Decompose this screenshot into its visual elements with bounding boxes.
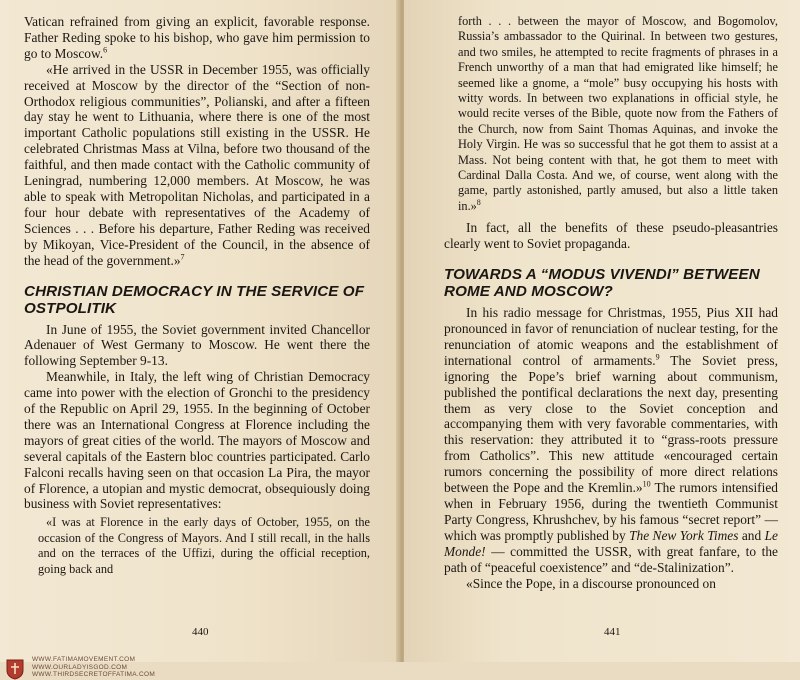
footnote-9: 9 bbox=[655, 352, 660, 362]
footer-url[interactable]: WWW.FATIMAMOVEMENT.COM bbox=[32, 656, 136, 663]
left-page bbox=[0, 0, 400, 662]
fatima-crest-icon bbox=[4, 658, 26, 680]
left-paragraph-reding: «He arrived in the USSR in December 1955, was officially received at Moscow by the director of the “Section of non-Orthodox religious communities”, Polianski, and after a fifteen day stay he went to Lithuania, where there is one of the most important Catholic populations still existing in the USSR. He celebrated Christmas Mass at Vilna, before two thousand of the faithful, and then made contact with the Catholic community of Leningrad, numbering 12,000 members. At Moscow, he was able to speak with Metropolitan Nicholas, and participated in a four hour debate with representatives of the Academy of Sciences . . . Before his departure, Father Reding was received by Mikoyan, Vice-President of the Council, in the absence of the head of the government.»$^7$ bbox=[24, 61, 370, 268]
right-paragraph-pius-xii: In his radio message for Christmas, 1955, Pius XII had pronounced in favor of renunciation of nuclear testing, for the renunciation of atomic weapons and the establishment of international control of armaments.$^9$ The Soviet press, ignoring the Pope’s brief warning about communism, published the pontifical declarations the next day, presenting them as very close to the Soviet conception and accompanying them with very favorable commentaries, with this reservation: they attributed it to “grass-roots pressure from Catholics”. This new attitude «encouraged certain rumors concerning the possibility of more direct relations between the Pope and the Kremlin.»$^{10}$ The rumors intensified when in February 1956, during the twentieth Communist Party Congress, Khrushchev, by his famous “secret report” — which was promptly published by The New York Times and Le Monde! — committed the USSR, with great fanfare, to the path of “peaceful coexistence” and “de-Stalinization”. bbox=[444, 305, 778, 575]
left-quote-falconi: «I was at Florence in the early days of October, 1955, on the occasion of the Congress of Mayors. And I still recall, in the halls and on the terraces of the Uffizi, during the official reception, going back and bbox=[38, 515, 370, 576]
right-paragraph-pseudo-pleasantries: In fact, all the benefits of these pseudo-pleasantries clearly went to Soviet propaganda. bbox=[444, 220, 778, 252]
right-page bbox=[404, 0, 800, 662]
left-paragraph-italy: Meanwhile, in Italy, the left wing of Christian Democracy came into power with the election of Gronchi to the presidency of the Republic on April 29, 1955. In the beginning of October there was an International Congress at Florence including the mayors of great cities of the world. The mayors of Moscow and several capitals of the Eastern bloc countries participated. Carlo Falconi recalls having seen on that occasion La Pira, the mayor of Florence, a utopian and mystic democrat, obsequiously doing business with Soviet representatives: bbox=[24, 369, 370, 512]
right-paragraph-since-the-pope: «Since the Pope, in a discourse pronounced on bbox=[466, 575, 716, 591]
page-number-left: 440 bbox=[192, 626, 209, 638]
left-paragraph-continued: Vatican refrained from giving an explicit, favorable response. Father Reding spoke to his bishop, who gave him permission to go to Moscow.$^6$ bbox=[24, 14, 370, 61]
footer-url[interactable]: WWW.THIRDSECRETOFFATIMA.COM bbox=[32, 671, 156, 678]
section-heading-modus-vivendi: TOWARDS A “MODUS VIVENDI” BETWEEN ROME AND MOSCOW? bbox=[444, 266, 760, 301]
left-paragraph-adenauer: In June of 1955, the Soviet government invited Chancellor Adenauer of West Germany to Moscow. He went there the following September 9-13. bbox=[24, 321, 370, 369]
page-number-right: 441 bbox=[604, 626, 621, 638]
footnote-8: 8 bbox=[476, 197, 481, 207]
publication-le-monde: Le Monde! bbox=[444, 527, 778, 559]
footnote-7: 7 bbox=[180, 252, 185, 262]
publication-nyt: The New York Times bbox=[629, 527, 739, 543]
right-quote-continued: forth . . . between the mayor of Moscow, and Bogomolov, Russia’s ambassador to the Quirinal. In between two gestures, and two smiles, he attempted to recite fragments of phrases in a French unworthy of a man that had emigrated like himself; he seemed like a gnome, a “mole” busy occupying his hosts with witty words. In between two explanations in official style, he would recite verses of the Bible, quote now from the Fathers of the Church, now from Saint Thomas Aquinas, and invoke the Holy Virgin. He was so successful that he got them to assist at a Mass. Not being content with that, he got them to meet with Cardinal Dalla Costa. And we, of course, went along with the game, partly astonished, partly amused, but also a little taken in.»$^8$ bbox=[458, 14, 778, 213]
footer-url[interactable]: WWW.OURLADYISGOD.COM bbox=[32, 663, 128, 671]
section-heading-christian-democracy: CHRISTIAN DEMOCRACY IN THE SERVICE OF OSTPOLITIK bbox=[24, 282, 365, 317]
footer-urls bbox=[32, 656, 155, 679]
footnote-6: 6 bbox=[103, 45, 108, 55]
footnote-10: 10 bbox=[642, 479, 651, 489]
